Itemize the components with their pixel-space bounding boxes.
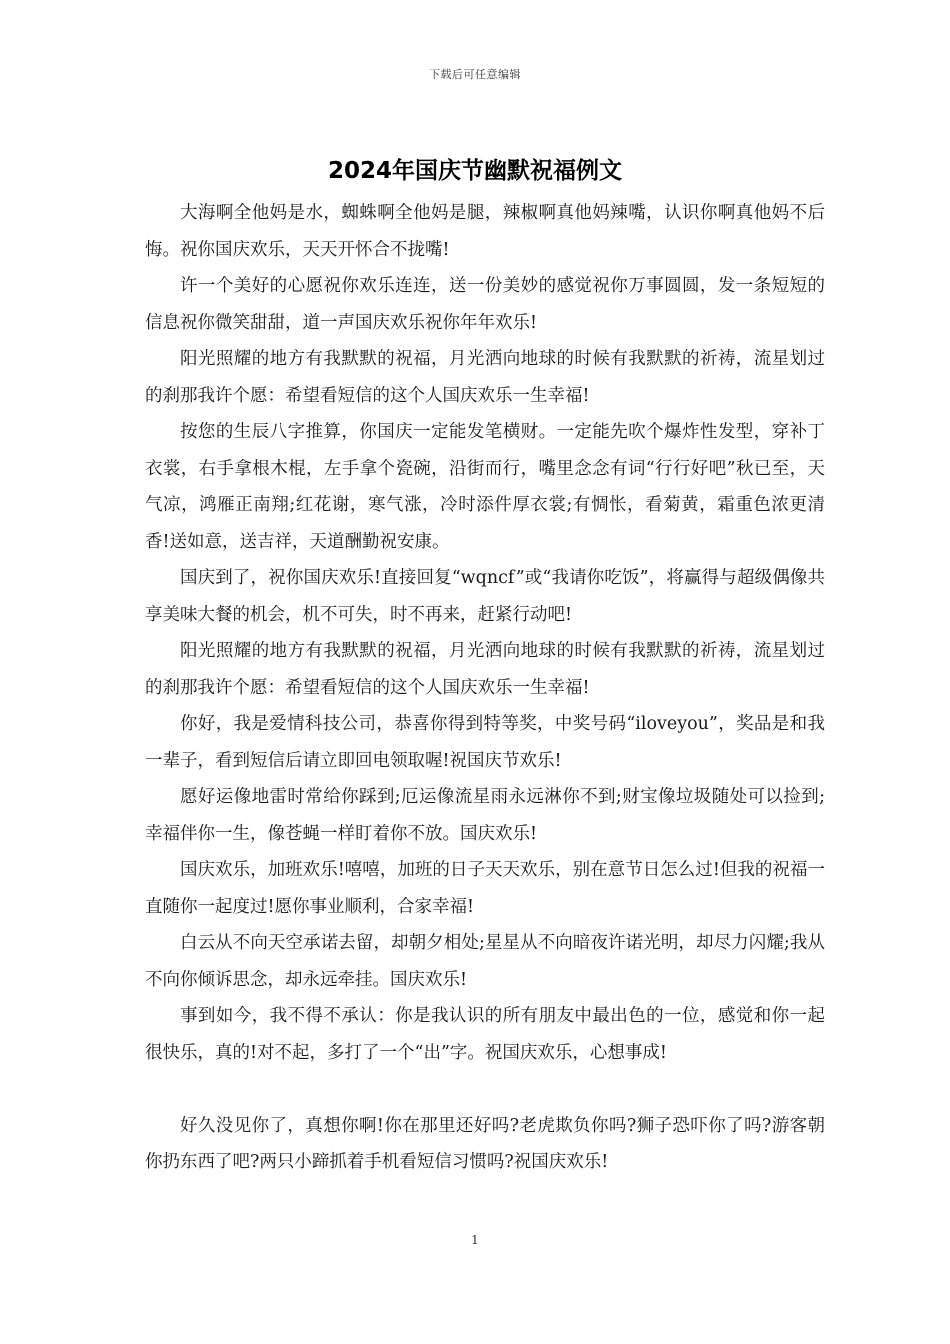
paragraph: 国庆欢乐，加班欢乐!嘻嘻，加班的日子天天欢乐，别在意节日怎么过!但我的祝福一直随你一起度过!愿你事业顺利，合家幸福! <box>145 860 825 917</box>
paragraph: 事到如今，我不得不承认：你是我认识的所有朋友中最出色的一位，感觉和你一起很快乐，真的!对不起，多打了一个“出”字。祝国庆欢乐，心想事成! <box>145 1006 825 1063</box>
paragraph: 国庆到了，祝你国庆欢乐!直接回复“wqncf”或“我请你吃饭”，将赢得与超级偶像共享美味大餐的机会，机不可失，时不再来，赶紧行动吧! <box>145 568 825 625</box>
paragraph: 许一个美好的心愿祝你欢乐连连，送一份美妙的感觉祝你万事圆圆，发一条短短的信息祝你微笑甜甜，道一声国庆欢乐祝你年年欢乐! <box>145 276 825 333</box>
paragraph: 大海啊全他妈是水，蜘蛛啊全他妈是腿，辣椒啊真他妈辣嘴，认识你啊真他妈不后悔。祝你国庆欢乐，天天开怀合不拢嘴! <box>145 203 825 260</box>
paragraph: 阳光照耀的地方有我默默的祝福，月光洒向地球的时候有我默默的祈祷，流星划过的刹那我许个愿：希望看短信的这个人国庆欢乐一生幸福! <box>145 349 825 406</box>
paragraph: 好久没见你了，真想你啊!你在那里还好吗?老虎欺负你吗?狮子恐吓你了吗?游客朝你扔东西了吧?两只小蹄抓着手机看短信习惯吗?祝国庆欢乐! <box>145 1115 825 1172</box>
document-title: 2024年国庆节幽默祝福例文 <box>327 158 622 184</box>
paragraph: 愿好运像地雷时常给你踩到;厄运像流星雨永远淋你不到;财宝像垃圾随处可以捡到;幸福伴你一生，像苍蝇一样盯着你不放。国庆欢乐! <box>145 787 825 844</box>
paragraph: 你好，我是爱情科技公司，恭喜你得到特等奖，中奖号码“iloveyou”，奖品是和我一辈子，看到短信后请立即回电领取喔!祝国庆节欢乐! <box>145 714 825 771</box>
paragraph: 阳光照耀的地方有我默默的祝福，月光洒向地球的时候有我默默的祈祷，流星划过的刹那我许个愿：希望看短信的这个人国庆欢乐一生幸福! <box>145 641 825 698</box>
paragraph: 白云从不向天空承诺去留，却朝夕相处;星星从不向暗夜许诺光明，却尽力闪耀;我从不向你倾诉思念，却永远牵挂。国庆欢乐! <box>145 933 825 990</box>
page-number: 1 <box>471 1233 479 1247</box>
paragraph: 按您的生辰八字推算，你国庆一定能发笔横财。一定能先吹个爆炸性发型，穿补丁衣裳，右手拿根木棍，左手拿个瓷碗，沿街而行，嘴里念念有词“行行好吧”秋已至，天气凉，鸿雁正南翔;红花谢，寒气涨，冷时添件厚衣裳;有惆怅，看菊黄，霜重色浓更清香!送如意，送吉祥，天道酬勤祝安康。 <box>145 422 825 552</box>
page-header-note: 下载后可任意编辑 <box>429 68 521 81</box>
document-body <box>145 195 825 1181</box>
